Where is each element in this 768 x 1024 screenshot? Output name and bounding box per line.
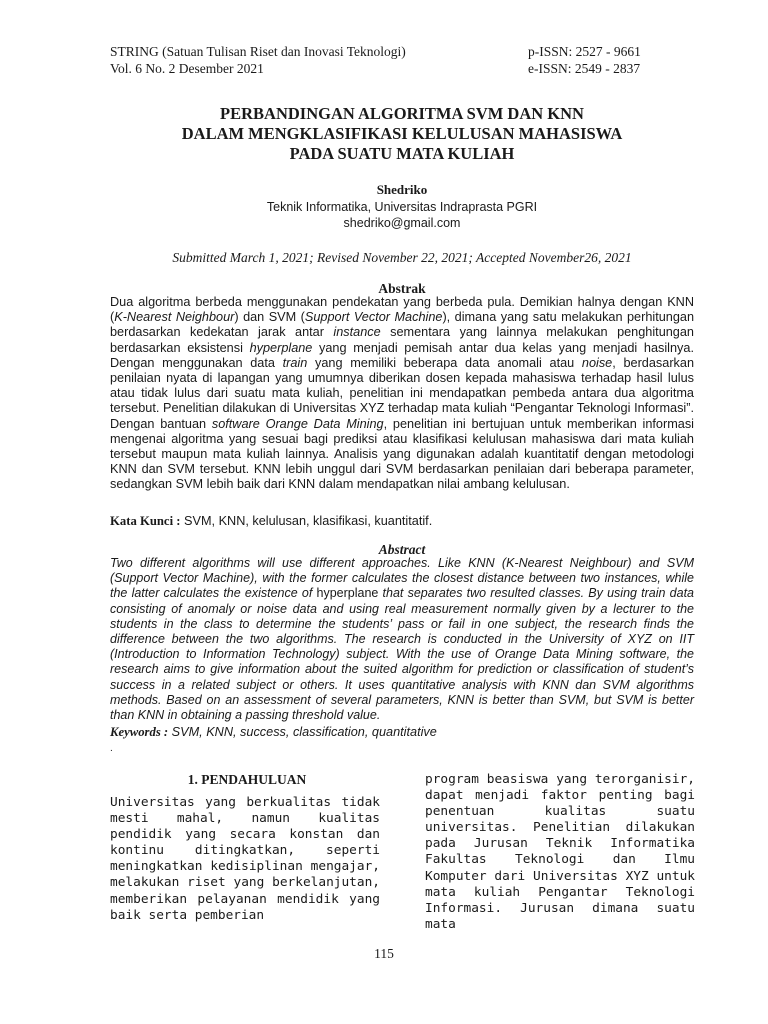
kata-kunci-label: Kata Kunci : xyxy=(110,514,181,528)
abstract-body: Two different algorithms will use different approaches. Like KNN (K-Nearest Neighbour) and SVM (Support Vector Machine), with the former calculates the closest distance between two instances, while the latter calculates the existence of hyperplane that separates two resulted classes. By using train data consisting of anomaly or noise data and using real measurement normally given by a lecturer to the students in the class to determine the students’ pass or fail in one subject, the research finds the difference between the two algorithms. The research is conducted in the University of XYZ on IIT (Introduction to Information Technology) subject. With the use of Orange Data Mining software, the research aims to give information about the suited algorithm for prediction or classification of student’s success in a related subject or others. It uses quantitative analysis with KNN dan SVM algorithms methods. Based on an assessment of several parameters, KNN is better than SVM, but SVM is better than KNN in obtaining a passing threshold value. xyxy=(110,556,695,723)
author-block xyxy=(150,181,654,231)
author-affiliation: Teknik Informatika, Universitas Indraprasta PGRI xyxy=(266,200,538,214)
journal-volume: Vol. 6 No. 2 Desember 2021 xyxy=(110,61,264,76)
keywords xyxy=(110,725,694,740)
author-name: Shedriko xyxy=(376,182,428,197)
keywords-text: SVM, KNN, success, classification, quantitative xyxy=(168,725,437,739)
body-column-left: Universitas yang berkualitas tidak mesti mahal, namun kualitas pendidik yang secara konstan dan kontinu ditingkatkan, seperti meningkatkan kedisiplinan mengajar, melakukan riset yang berkelanjutan, memberikan pelayanan mendidik yang baik serta pemberian xyxy=(110,795,380,923)
paper-title xyxy=(100,104,704,164)
keywords-label: Keywords : xyxy=(110,725,169,739)
section-heading-pendahuluan: 1. PENDAHULUAN xyxy=(187,772,307,787)
title-line-3: PADA SUATU MATA KULIAH xyxy=(289,144,515,163)
stray-dot: . xyxy=(110,743,113,754)
kata-kunci xyxy=(110,514,694,529)
running-header-left xyxy=(110,43,406,77)
page-number: 115 xyxy=(374,946,394,961)
title-line-2: DALAM MENGKLASIFIKASI KELULUSAN MAHASISWA xyxy=(181,124,623,143)
p-issn: p-ISSN: 2527 - 9661 xyxy=(528,44,641,59)
kata-kunci-text: SVM, KNN, kelulusan, klasifikasi, kuantitatif. xyxy=(180,514,433,528)
title-line-1: PERBANDINGAN ALGORITMA SVM DAN KNN xyxy=(220,104,584,123)
author-email: shedriko@gmail.com xyxy=(343,216,461,230)
journal-name: STRING (Satuan Tulisan Riset dan Inovasi Teknologi) xyxy=(110,44,406,59)
body-column-right: program beasiswa yang terorganisir, dapat menjadi faktor penting bagi penentuan kualitas suatu universitas. Penelitian dilakukan pada Jurusan Teknik Informatika Fakultas Teknologi dan Ilmu Komputer dari Universitas XYZ untuk mata kuliah Pengantar Teknologi Informasi. Jurusan dimana suatu mata xyxy=(425,772,695,932)
abstrak-heading: Abstrak xyxy=(378,281,426,296)
submission-dates: Submitted March 1, 2021; Revised November 22, 2021; Accepted November26, 2021 xyxy=(172,250,632,265)
abstract-heading: Abstract xyxy=(378,542,426,557)
e-issn: e-ISSN: 2549 - 2837 xyxy=(528,61,641,76)
running-header-right xyxy=(528,43,641,77)
abstrak-body: Dua algoritma berbeda menggunakan pendekatan yang berbeda pula. Demikian halnya dengan KNN (K-Nearest Neighbour) dan SVM (Support Vector Machine), dimana yang satu melakukan perhitungan berdasarkan kedekatan jarak antar instance sementara yang lainnya melakukan penghitungan berdasarkan eksistensi hyperplane yang menjadi pemisah antar dua kelas yang menjadi hasilnya. Dengan menggunakan data train yang memiliki beberapa data anomali atau noise, berdasarkan penilaian nyata di lapangan yang umumnya diberikan dosen kepada mahasiswa terhadap hasil lulus atau tidak lulus dari suatu mata kuliah, penelitian ini mendapatkan pembeda antara dua algoritma tersebut. Penelitian dilakukan di Universitas XYZ terhadap mata kuliah “Pengantar Teknologi Informasi”. Dengan bantuan software Orange Data Mining, penelitian ini bertujuan untuk memberikan informasi mengenai algoritma yang sesuai bagi prediksi atau klasifikasi kelulusan mahasiswa dari mata kuliah tersebut maupun mata kuliah lainnya. Analisis yang digunakan adalah kuantitatif dengan metodologi KNN dan SVM tersebut. KNN lebih unggul dari SVM berdasarkan penilaian dari beberapa parameter, sedangkan SVM lebih baik dari KNN dalam mendapatkan nilai ambang kelulusan. xyxy=(110,295,695,492)
